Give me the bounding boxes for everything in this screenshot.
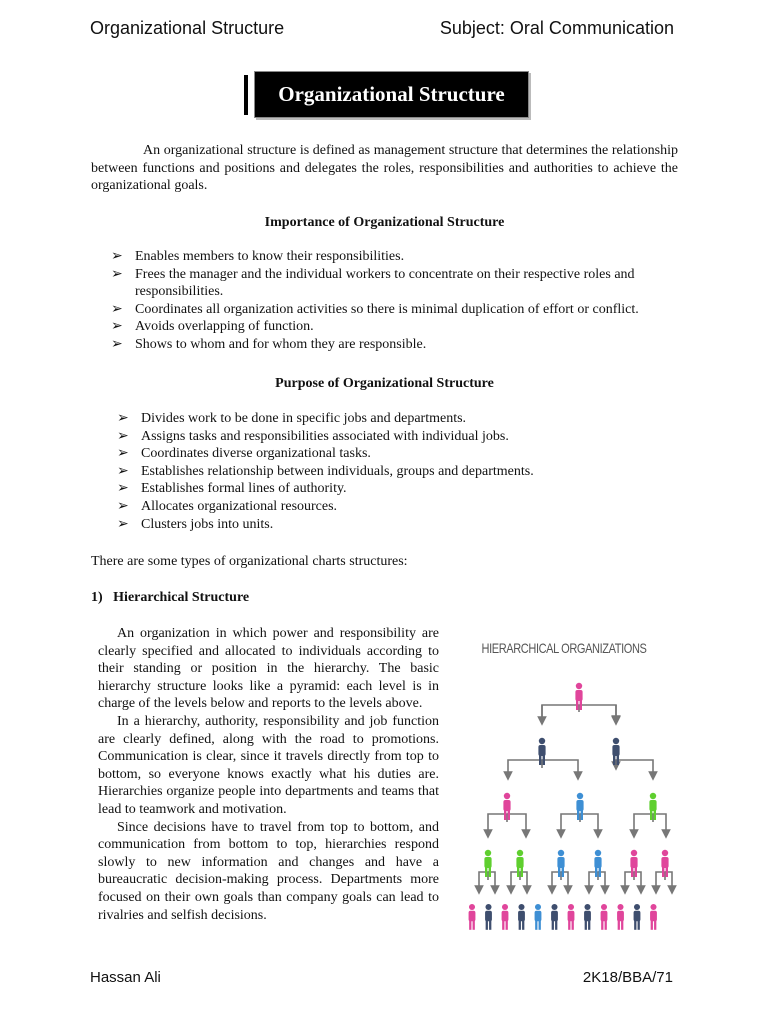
arrow-bullet-icon: ➢: [117, 481, 129, 497]
staff-figure: [551, 904, 558, 930]
staff-figure: [485, 904, 492, 930]
section1-paragraph: An organization in which power and responsibility are clearly specified and allocated to individuals according to their standing or position in the hierarchy. The basic hierarchy structure looks like a pyramid: each level is in charge of the levels below and reports to the levels above.: [98, 626, 439, 712]
list-item: ➢ Shows to whom and for whom they are responsible.: [111, 336, 427, 352]
list-item: ➢ Frees the manager and the individual workers to concentrate on their respective roles and responsibilities.: [111, 266, 635, 300]
purpose-heading: Purpose of Organizational Structure: [275, 376, 494, 391]
header-left: Organizational Structure: [90, 18, 285, 38]
header-right: Subject: Oral Communication: [439, 18, 674, 38]
importance-list: [111, 248, 681, 354]
arrow-bullet-icon: ➢: [111, 319, 123, 335]
arrow-bullet-icon: ➢: [117, 446, 129, 462]
staff-figure: [617, 904, 624, 930]
types-intro: There are some types of organizational charts structures:: [91, 554, 408, 569]
hierarchy-people: [469, 683, 669, 930]
title-accent-bar: [244, 75, 248, 115]
hierarchy-figure: [458, 624, 670, 956]
section1-text: [98, 625, 439, 924]
section1-title: Hierarchical Structure: [113, 590, 250, 605]
list-item: ➢ Divides work to be done in specific jobs and departments.: [117, 411, 467, 426]
list-item: ➢ Establishes formal lines of authority.: [117, 481, 347, 497]
staff-figure: [650, 904, 657, 930]
section1-heading: [91, 590, 249, 606]
arrow-bullet-icon: ➢: [111, 301, 123, 317]
connector-arrow: [542, 760, 578, 776]
staff-figure: [601, 904, 608, 930]
arrow-bullet-icon: ➢: [117, 498, 129, 514]
list-item: ➢ Enables members to know their responsibilities.: [111, 249, 405, 264]
page-title: Organizational Structure: [278, 82, 505, 106]
connector-arrow: [508, 760, 542, 776]
list-item: ➢ Assigns tasks and responsibilities associated with individual jobs.: [117, 428, 509, 444]
arrow-bullet-icon: ➢: [111, 249, 123, 264]
arrow-bullet-icon: ➢: [111, 336, 123, 352]
arrow-bullet-icon: ➢: [117, 428, 129, 444]
list-item: ➢ Coordinates diverse organizational tasks.: [117, 446, 371, 462]
list-item: ➢ Clusters jobs into units.: [117, 516, 274, 532]
connector-arrow: [542, 705, 616, 720]
purpose-list: [117, 410, 677, 533]
intro-block: [91, 142, 678, 195]
list-item: ➢ Establishes relationship between individuals, groups and departments.: [117, 463, 534, 479]
section1-paragraph: Since decisions have to travel from top to bottom, and communication from bottom to top, hierarchies respond slowly to new information and changes and have a bureaucratic decision-making process. Departments more focused on their own goals than company goals can lead to rivalries and selfish decisions.: [98, 819, 439, 923]
staff-figure: [518, 904, 525, 930]
footer-id: 2K18/BBA/71: [582, 969, 673, 986]
staff-figure: [535, 904, 542, 930]
staff-figure: [634, 904, 641, 930]
importance-heading: Importance of Organizational Structure: [264, 215, 505, 230]
arrow-bullet-icon: ➢: [117, 516, 129, 532]
arrow-bullet-icon: ➢: [111, 266, 123, 282]
intro-paragraph: An organizational structure is defined as management structure that determines the relationship between functions and positions and delegates the roles, responsibilities and authorities to achieve the organizational goals.: [91, 143, 678, 194]
staff-figure: [568, 904, 575, 930]
staff-figure: [584, 904, 591, 930]
footer-author: Hassan Ali: [90, 969, 161, 986]
hierarchy-diagram: [458, 624, 670, 956]
list-item: ➢ Allocates organizational resources.: [117, 498, 338, 514]
arrow-bullet-icon: ➢: [117, 463, 129, 479]
staff-figure: [502, 904, 509, 930]
section1-number: 1): [91, 590, 103, 605]
arrow-bullet-icon: ➢: [117, 411, 129, 426]
figure-title: HIERARCHICAL ORGANIZATIONS: [481, 640, 647, 656]
section1-paragraph: In a hierarchy, authority, responsibility and job function are clearly defined, along with the road to promotions. Communication is clear, since it travels directly from top to bottom, so everyone knows exactly what his duties are. Hierarchies organize people into departments and teams that lead to teamwork and motivation.: [98, 713, 439, 817]
list-item: ➢ Coordinates all organization activities so there is minimal duplication of effort or conflict.: [111, 301, 639, 317]
list-item: ➢ Avoids overlapping of function.: [111, 319, 314, 335]
connector-arrow: [616, 760, 653, 776]
title-box: [254, 71, 529, 118]
staff-figure: [469, 904, 476, 930]
